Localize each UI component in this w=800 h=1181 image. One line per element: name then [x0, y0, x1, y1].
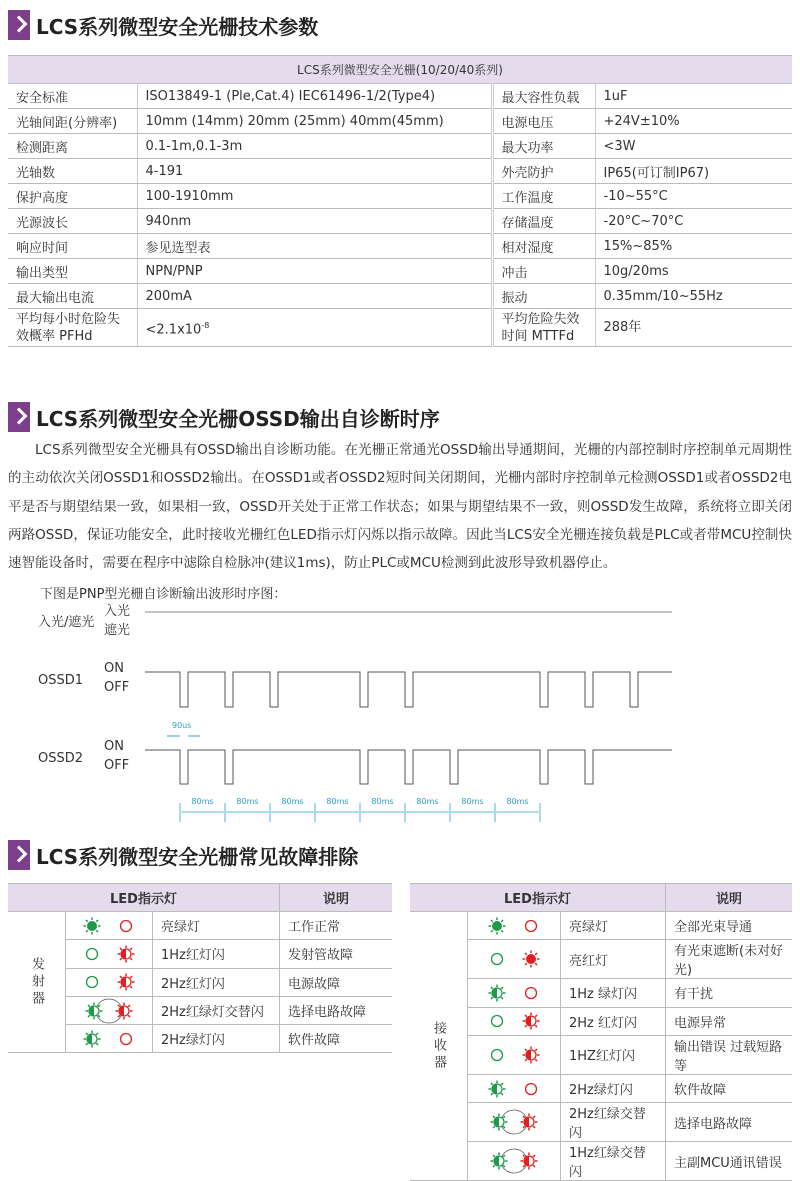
- red-led-off-icon: [522, 984, 540, 1002]
- section-title-ossd: [8, 402, 440, 432]
- spec-label: 振动: [492, 284, 595, 309]
- green-led-on-icon: [488, 917, 506, 935]
- green-led-blink-icon: [490, 1152, 508, 1170]
- signal-waveform-ossd1: [145, 672, 672, 707]
- led-indicator: [66, 912, 153, 940]
- receiver-group-label: 接收器: [410, 912, 468, 1181]
- off-label: OFF: [104, 758, 130, 773]
- led-status-row: [8, 912, 392, 940]
- spec-row: [8, 209, 792, 234]
- red-led-blink-icon: [117, 973, 135, 991]
- led-description: 电源异常: [666, 1007, 793, 1035]
- green-led-off-icon: [83, 973, 101, 991]
- led-description: 软件故障: [280, 1025, 393, 1053]
- spec-value: 940nm: [137, 209, 492, 234]
- red-led-on-icon: [522, 950, 540, 968]
- led-indicator: [468, 1007, 561, 1035]
- spec-value: 0.1-1m,0.1-3m: [137, 134, 492, 159]
- led-description: 全部光束导通: [666, 912, 793, 940]
- led-state: 2Hz红绿交替闪: [561, 1103, 666, 1142]
- exponent: -8: [201, 320, 210, 330]
- spec-label: 光源波长: [8, 209, 137, 234]
- section-title-text: LCS系列微型安全光栅技术参数: [36, 14, 319, 39]
- led-state: 2Hz红灯闪: [153, 968, 280, 996]
- ossd-description: LCS系列微型安全光栅具有OSSD输出自诊断功能。在光栅正常通光OSSD输出导通期间，光栅的内部控制时序控制单元周期性的主动依次关闭OSSD1和OSSD2输出。在OSSD1或者OSSD2短时间关闭期间，光栅内部时序控制单元检测OSSD1或者OSSD2电平是否与期望结果一致，如果相一致，OSSD开关处于正常工作状态；如果与期望结果不一致，则OSSD发生故障，系统将立即关闭两路OSSD，保证功能安全，此时接收光栅红色LED指示灯闪烁以指示故障。因此当LCS安全光栅连接负载是PLC或者带MCU控制快速智能设备时，需要在程序中滤除自检脉冲(建议1ms)，防止PLC或MCU检测到此波形导致机器停止。: [8, 442, 792, 572]
- spec-row: [8, 159, 792, 184]
- spec-value: IP65(可订制IP67): [595, 159, 792, 184]
- spec-value: +24V±10%: [595, 109, 792, 134]
- led-state: 1Hz红灯闪: [153, 940, 280, 968]
- spec-label: 保护高度: [8, 184, 137, 209]
- led-indicator: [468, 1035, 561, 1074]
- spec-label: 外壳防护: [492, 159, 595, 184]
- spec-table: [8, 55, 792, 347]
- spec-value: 15%~85%: [595, 234, 792, 259]
- led-description: 发射管故障: [280, 940, 393, 968]
- green-led-off-icon: [83, 945, 101, 963]
- section-title-text: LCS系列微型安全光栅OSSD输出自诊断时序: [36, 406, 440, 431]
- led-description: 工作正常: [280, 912, 393, 940]
- spec-label: 最大输出电流: [8, 284, 137, 309]
- led-indicator: [66, 996, 153, 1024]
- section-title-specs: [8, 10, 318, 40]
- spec-value: NPN/PNP: [137, 259, 492, 284]
- spec-value: -10~55°C: [595, 184, 792, 209]
- spec-row: [8, 84, 792, 109]
- desc-column-header: 说明: [280, 884, 393, 912]
- led-status-row: [8, 996, 392, 1024]
- led-state: 亮绿灯: [561, 912, 666, 940]
- led-indicator: [468, 1103, 561, 1142]
- light-on-label: 入光: [104, 604, 131, 619]
- red-led-off-icon: [117, 917, 135, 935]
- spec-label: 相对湿度: [492, 234, 595, 259]
- spec-row: [8, 134, 792, 159]
- led-indicator: [468, 979, 561, 1007]
- led-state: 亮绿灯: [153, 912, 280, 940]
- spec-value: -20°C~70°C: [595, 209, 792, 234]
- led-description: 有光束遮断(未对好光): [666, 940, 793, 979]
- interval-label: 80ms: [506, 797, 529, 806]
- timing-caption: 下图是PNP型光栅自诊断输出波形时序图：: [40, 587, 287, 602]
- spec-value: 10mm (14mm) 20mm (25mm) 40mm(45mm): [137, 109, 492, 134]
- interval-label: 80ms: [371, 797, 394, 806]
- green-led-blink-icon: [85, 1002, 103, 1020]
- led-description: 输出错误 过载短路等: [666, 1035, 793, 1074]
- light-off-label: 遮光: [104, 623, 131, 638]
- led-indicator: [468, 912, 561, 940]
- led-status-row: [8, 940, 392, 968]
- spec-value: ISO13849-1 (Ple,Cat.4) IEC61496-1/2(Type4): [137, 84, 492, 109]
- led-status-row: [410, 1007, 792, 1035]
- red-led-blink-icon: [520, 1152, 538, 1170]
- led-column-header: LED指示灯: [410, 884, 666, 912]
- off-label: OFF: [104, 680, 130, 695]
- led-state: 2Hz绿灯闪: [153, 1025, 280, 1053]
- led-description: 软件故障: [666, 1074, 793, 1102]
- red-led-off-icon: [522, 917, 540, 935]
- spec-label: 电源电压: [492, 109, 595, 134]
- spec-label: 最大容性负载: [492, 84, 595, 109]
- led-description: 选择电路故障: [666, 1103, 793, 1142]
- spec-label: 光轴数: [8, 159, 137, 184]
- emitter-group-label: 发射器: [8, 912, 66, 1053]
- red-led-blink-icon: [117, 945, 135, 963]
- led-indicator: [66, 968, 153, 996]
- spec-row: [8, 234, 792, 259]
- led-indicator: [66, 1025, 153, 1053]
- spec-value: 1uF: [595, 84, 792, 109]
- led-state: 2Hz绿灯闪: [561, 1074, 666, 1102]
- receiver-led-table: [410, 883, 792, 1181]
- spec-value: 100-1910mm: [137, 184, 492, 209]
- timing-diagram: [0, 600, 800, 830]
- light-label: 入光/遮光: [38, 615, 95, 630]
- interval-label: 80ms: [281, 797, 304, 806]
- led-column-header: LED指示灯: [8, 884, 280, 912]
- spec-label: 冲击: [492, 259, 595, 284]
- spec-label: 平均每小时危险失效概率 PFHd: [8, 309, 137, 347]
- spec-label: 输出类型: [8, 259, 137, 284]
- interval-label: 80ms: [191, 797, 214, 806]
- interval-label: 80ms: [416, 797, 439, 806]
- desc-column-header: 说明: [666, 884, 793, 912]
- spec-label: 存储温度: [492, 209, 595, 234]
- section-title-text: LCS系列微型安全光栅常见故障排除: [36, 844, 359, 869]
- spec-value: 参见选型表: [137, 234, 492, 259]
- led-status-row: [410, 940, 792, 979]
- led-status-row: [410, 1103, 792, 1142]
- led-status-row: [410, 1035, 792, 1074]
- green-led-blink-icon: [490, 1113, 508, 1131]
- spec-value: 0.35mm/10~55Hz: [595, 284, 792, 309]
- spec-value: <3W: [595, 134, 792, 159]
- spec-label: 平均危险失效时间 MTTFd: [492, 309, 595, 347]
- interval-label: 80ms: [236, 797, 259, 806]
- spec-label: 最大功率: [492, 134, 595, 159]
- led-status-row: [8, 1025, 392, 1053]
- led-status-row: [410, 912, 792, 940]
- led-state: 2Hz 红灯闪: [561, 1007, 666, 1035]
- led-indicator: [468, 940, 561, 979]
- led-description: 主副MCU通讯错误: [666, 1142, 793, 1181]
- signal-waveform-ossd2: [145, 750, 672, 784]
- led-state: 亮红灯: [561, 940, 666, 979]
- red-led-blink-icon: [522, 1046, 540, 1064]
- green-led-blink-icon: [488, 1080, 506, 1098]
- spec-table-header: LCS系列微型安全光栅(10/20/40系列): [8, 56, 792, 84]
- interval-label: 80ms: [326, 797, 349, 806]
- spec-row: [8, 284, 792, 309]
- led-indicator: [468, 1074, 561, 1102]
- red-led-blink-icon: [520, 1113, 538, 1131]
- spec-value: $<2.1x10^{-8}$: [137, 309, 492, 347]
- spec-value: 10g/20ms: [595, 259, 792, 284]
- chevron-icon: [8, 840, 30, 870]
- led-state: 1HZ红灯闪: [561, 1035, 666, 1074]
- on-label: ON: [104, 661, 124, 676]
- chevron-icon: [8, 402, 30, 432]
- led-state: 1Hz 绿灯闪: [561, 979, 666, 1007]
- green-led-blink-icon: [83, 1030, 101, 1048]
- led-indicator: [66, 940, 153, 968]
- spec-row: [8, 309, 792, 347]
- pulse-width-label: 90us: [172, 721, 192, 730]
- led-status-row: [410, 1074, 792, 1102]
- spec-label: 工作温度: [492, 184, 595, 209]
- spec-value: 4-191: [137, 159, 492, 184]
- red-led-blink-icon: [115, 1002, 133, 1020]
- green-led-off-icon: [488, 950, 506, 968]
- spec-label: 响应时间: [8, 234, 137, 259]
- chevron-icon: [8, 10, 30, 40]
- interval-label: 80ms: [461, 797, 484, 806]
- spec-row: [8, 259, 792, 284]
- led-status-row: [410, 979, 792, 1007]
- spec-row: [8, 184, 792, 209]
- spec-label: 光轴间距(分辨率): [8, 109, 137, 134]
- signal-name: OSSD2: [38, 751, 84, 766]
- led-state: 2Hz红绿灯交替闪: [153, 996, 280, 1024]
- led-description: 选择电路故障: [280, 996, 393, 1024]
- signal-name: OSSD1: [38, 673, 84, 688]
- green-led-off-icon: [488, 1012, 506, 1030]
- led-state: 1Hz红绿交替闪: [561, 1142, 666, 1181]
- green-led-on-icon: [83, 917, 101, 935]
- green-led-blink-icon: [488, 984, 506, 1002]
- red-led-off-icon: [522, 1080, 540, 1098]
- spec-value: 288年: [595, 309, 792, 347]
- red-led-off-icon: [117, 1030, 135, 1048]
- spec-row: [8, 109, 792, 134]
- led-description: 有干扰: [666, 979, 793, 1007]
- spec-label: 检测距离: [8, 134, 137, 159]
- on-label: ON: [104, 739, 124, 754]
- emitter-led-table: [8, 883, 392, 1053]
- spec-label: 安全标准: [8, 84, 137, 109]
- led-status-row: [8, 968, 392, 996]
- led-description: 电源故障: [280, 968, 393, 996]
- green-led-off-icon: [488, 1046, 506, 1064]
- section-title-troubleshooting: [8, 840, 358, 870]
- spec-value: 200mA: [137, 284, 492, 309]
- red-led-blink-icon: [522, 1012, 540, 1030]
